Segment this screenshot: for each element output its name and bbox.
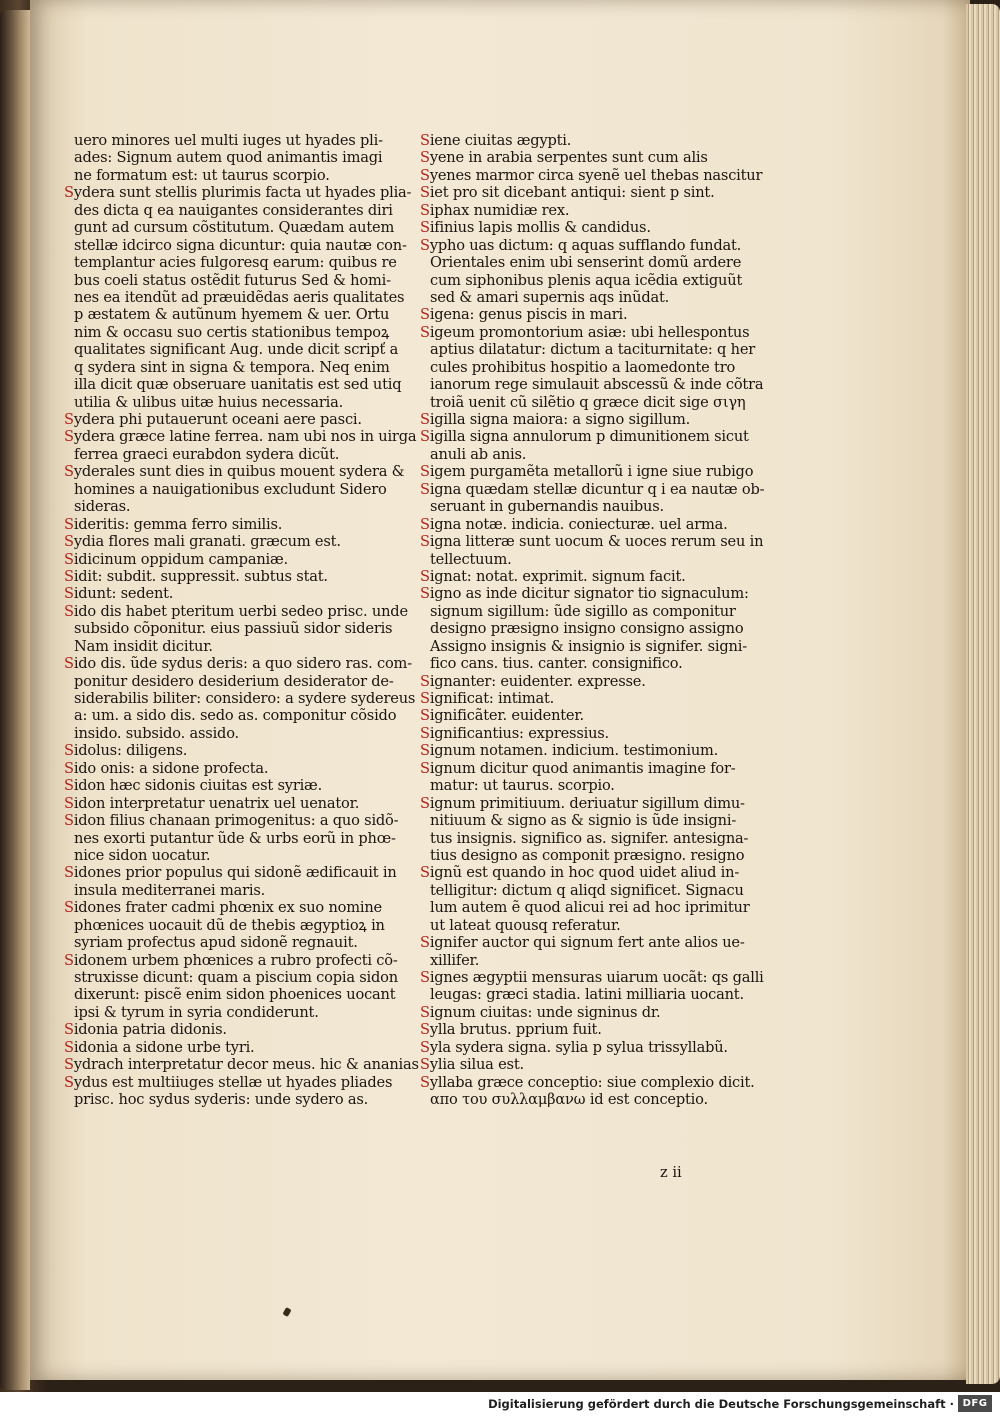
rubricated-initial: S xyxy=(420,567,430,585)
rubricated-initial: S xyxy=(64,899,74,917)
text-line xyxy=(64,498,394,515)
line-text: ido dis. ũde sydus deris: a quo sidero ras. com- xyxy=(73,655,412,673)
text-line xyxy=(64,254,397,272)
rubricated-initial: S xyxy=(420,1073,430,1091)
text-line xyxy=(420,725,750,742)
line-text: tellectuum. xyxy=(430,550,512,568)
text-line xyxy=(420,707,750,724)
line-text: ido dis habet pteritum uerbi sedeo prisc. unde xyxy=(73,602,408,620)
rubricated-initial: S xyxy=(64,655,74,673)
text-line xyxy=(420,498,750,515)
text-line xyxy=(420,568,750,585)
text-line xyxy=(420,184,750,201)
rubricated-initial: S xyxy=(64,585,74,603)
rubricated-initial: S xyxy=(64,742,74,760)
line-text: bus coeli status ostẽdit futurus Sed & homi- xyxy=(74,271,391,289)
line-text: struxisse dicunt: quam a piscium copia sidon xyxy=(74,969,398,986)
line-text: siderabilis biliter: considero: a sydere sydereus xyxy=(74,690,416,707)
line-text: απο του συλλαμβανω id est conceptio. xyxy=(430,1091,708,1109)
line-text: syriam profectus apud sidonẽ regnauit. xyxy=(74,934,358,952)
text-line xyxy=(420,1004,750,1021)
line-text: gunt ad cursum cõstitutum. Quædam autem xyxy=(74,219,395,237)
rubricated-initial: S xyxy=(420,585,430,603)
line-text: igena: genus piscis in mari. xyxy=(429,306,628,324)
line-text: ignificãter. euidenter. xyxy=(429,707,584,725)
text-line xyxy=(420,411,750,428)
text-line xyxy=(64,986,394,1003)
rubricated-initial: S xyxy=(420,463,430,481)
line-text: Nam insidit dicitur. xyxy=(74,637,213,655)
text-line xyxy=(64,446,394,463)
rubricated-initial: S xyxy=(420,864,430,882)
text-line xyxy=(420,655,750,672)
rubricated-initial: S xyxy=(420,1021,430,1039)
line-text: ydera phi putauerunt oceani aere pasci. xyxy=(73,411,362,428)
line-text: q sydera sint in signa & tempora. Neq enim xyxy=(74,358,390,376)
text-line xyxy=(64,620,394,637)
text-line xyxy=(64,742,394,759)
dfg-logo: DFG xyxy=(958,1395,992,1412)
line-text: ydia flores mali granati. græcum est. xyxy=(73,533,341,551)
rubricated-initial: S xyxy=(420,1038,430,1056)
text-line xyxy=(420,463,754,481)
line-text: matur: ut taurus. scorpio. xyxy=(430,777,615,795)
line-text: ponitur desidero desiderium desiderator de- xyxy=(74,672,394,690)
line-text: idon filius chanaan primogenitus: a quo sidõ- xyxy=(73,812,399,830)
rubricated-initial: S xyxy=(64,864,74,882)
line-text: iene ciuitas ægypti. xyxy=(429,132,572,149)
line-text: cum siphonibus plenis aqua icẽdia extiguũt xyxy=(430,271,743,289)
line-text: nice sidon uocatur. xyxy=(74,846,211,864)
rubricated-initial: S xyxy=(420,411,430,428)
line-text: yderales sunt dies in quibus mouent sydera & xyxy=(73,463,405,481)
line-text: dixerunt: piscẽ enim sidon phoenices uocant xyxy=(74,986,396,1004)
line-text: ylia silua est. xyxy=(429,1056,524,1074)
book-edge xyxy=(0,10,30,1390)
text-line xyxy=(420,359,750,376)
line-text: ne formatum est: ut taurus scorpio. xyxy=(74,166,330,184)
line-text: ydera græce latine ferrea. nam ubi nos in uirga xyxy=(73,428,417,446)
line-text: igilla signa maiora: a signo sigillum. xyxy=(429,411,691,428)
line-text: ignanter: euidenter. expresse. xyxy=(429,672,646,690)
line-text: idon interpretatur uenatrix uel uenator. xyxy=(73,794,360,812)
text-line xyxy=(420,1091,750,1108)
text-line xyxy=(420,917,750,934)
text-line xyxy=(64,760,394,777)
line-text: igna litteræ sunt uocum & uoces rerum seu in xyxy=(429,533,764,551)
text-line xyxy=(420,306,750,323)
text-line xyxy=(420,864,750,881)
text-line xyxy=(420,219,750,236)
line-text: sideras. xyxy=(74,498,131,516)
line-text: yenes marmor circa syenẽ uel thebas nascitur xyxy=(429,166,763,184)
text-line xyxy=(64,1091,394,1108)
rubricated-initial: S xyxy=(420,690,430,707)
rubricated-initial: S xyxy=(420,742,430,760)
line-text: idonia patria didonis. xyxy=(73,1021,227,1039)
rubricated-initial: S xyxy=(64,951,74,969)
line-text: templantur acies fulgoresq earum: quibus re xyxy=(74,254,397,272)
line-text: tus insignis. significo as. signifer. antesigna- xyxy=(430,829,749,847)
line-text: idit: subdit. suppressit. subtus stat. xyxy=(73,567,328,585)
text-line xyxy=(420,480,765,498)
line-text: ydus est multiiuges stellæ ut hyades pliades xyxy=(73,1073,393,1091)
line-text: ypho uas dictum: q aquas sufflando fundat. xyxy=(429,236,742,254)
text-line xyxy=(420,795,750,812)
rubricated-initial: S xyxy=(420,515,430,533)
text-line xyxy=(64,830,394,847)
rubricated-initial: S xyxy=(64,515,74,533)
text-line xyxy=(420,1021,750,1038)
text-line xyxy=(420,272,750,289)
text-line xyxy=(64,167,394,184)
text-line xyxy=(64,1039,394,1056)
line-text: ipsi & tyrum in syria condiderunt. xyxy=(74,1003,319,1021)
line-text: seruant in gubernandis nauibus. xyxy=(430,498,664,516)
line-text: nes exorti putantur ũde & urbs eorũ in phœ- xyxy=(74,829,396,847)
rubricated-initial: S xyxy=(64,1073,74,1091)
line-text: ignum primitiuum. deriuatur sigillum dimu- xyxy=(429,794,745,812)
text-line xyxy=(420,847,750,864)
text-line xyxy=(64,934,394,951)
line-text: nim & occasu suo certis stationibus tempoꝝ xyxy=(74,323,390,341)
line-text: ianorum rege simulauit abscessũ & inde cõtra xyxy=(430,376,764,394)
text-line xyxy=(64,341,399,359)
line-text: des dicta q ea nauigantes considerantes diri xyxy=(74,201,393,219)
rubricated-initial: S xyxy=(420,533,430,551)
line-text: utilia & ulibus uitæ huius necessaria. xyxy=(74,393,344,411)
line-text: ignifer auctor qui signum fert ante alios ue- xyxy=(429,934,745,952)
line-text: ideritis: gemma ferro similis. xyxy=(73,515,283,533)
text-line xyxy=(64,376,402,394)
rubricated-initial: S xyxy=(64,759,74,777)
rubricated-initial: S xyxy=(420,707,430,725)
rubricated-initial: S xyxy=(64,463,74,481)
line-text: insula mediterranei maris. xyxy=(74,881,266,899)
left-text-column xyxy=(64,132,419,1109)
text-line xyxy=(64,568,394,585)
line-text: fico cans. tius. canter. consignifico. xyxy=(430,655,683,673)
text-line xyxy=(64,777,394,794)
right-text-column xyxy=(420,132,765,1109)
rubricated-initial: S xyxy=(64,550,74,568)
text-line xyxy=(420,638,750,655)
line-text: ydera sunt stellis plurimis facta ut hyades plia- xyxy=(73,184,412,202)
text-line xyxy=(420,394,750,411)
line-text: ido onis: a sidone profecta. xyxy=(73,759,269,777)
line-text: igilla signa annulorum p dimunitionem sicut xyxy=(429,428,749,446)
line-text: ferrea graeci eurabdon sydera dicũt. xyxy=(74,445,340,463)
line-text: prisc. hoc sydus syderis: unde sydero as. xyxy=(74,1091,369,1109)
line-text: Assigno insignis & insignio is signifer. signi- xyxy=(430,637,747,655)
footer-credit: Digitalisierung gefördert durch die Deutsche Forschungsgemeinschaft · xyxy=(488,1397,954,1411)
line-text: leugas: græci stadia. latini milliaria uocant. xyxy=(430,986,744,1004)
text-line xyxy=(420,376,764,394)
line-text: qualitates significant Aug. unde dicit scripť a xyxy=(74,341,399,359)
line-text: illa dicit quæ obseruare uanitatis est sed utiq xyxy=(74,376,402,394)
text-line xyxy=(420,882,750,899)
rubricated-initial: S xyxy=(64,602,74,620)
signature-mark: z ii xyxy=(660,1164,682,1181)
line-text: a: um. a sido dis. sedo as. componitur cõsido xyxy=(74,707,397,725)
text-line xyxy=(64,394,394,411)
text-line xyxy=(64,602,408,620)
line-text: idones prior populus qui sidonẽ ædificauit in xyxy=(73,864,397,882)
rubricated-initial: S xyxy=(420,428,430,446)
line-text: ydrach interpretatur decor meus. hic & ananias xyxy=(73,1056,419,1074)
text-line xyxy=(64,585,394,602)
text-line xyxy=(64,132,394,149)
line-text: subsido cõponitur. eius passiuũ sidor sideris xyxy=(74,620,393,638)
line-text: telligitur: dictum q aliqd significet. Signacu xyxy=(430,881,744,899)
text-line xyxy=(64,236,407,254)
text-line xyxy=(420,516,750,533)
text-line xyxy=(64,969,398,986)
text-line xyxy=(64,324,394,341)
text-line xyxy=(64,428,417,446)
text-line xyxy=(64,516,394,533)
rubricated-initial: S xyxy=(420,201,430,219)
line-text: ut lateat quousq referatur. xyxy=(430,916,621,934)
text-line xyxy=(64,184,412,202)
line-text: ignificat: intimat. xyxy=(429,690,555,707)
line-text: insido. subsido. assido. xyxy=(74,724,239,742)
line-text: yllaba græce conceptio: siue complexio dicit. xyxy=(429,1073,755,1091)
rubricated-initial: S xyxy=(420,306,430,324)
text-line xyxy=(64,707,397,725)
text-line xyxy=(64,359,394,376)
text-line xyxy=(420,324,750,341)
text-line xyxy=(64,272,394,289)
text-line xyxy=(64,149,394,166)
text-line xyxy=(64,690,416,707)
line-text: ignificantius: expressius. xyxy=(429,724,610,742)
text-line xyxy=(420,812,750,829)
text-line xyxy=(64,1004,394,1021)
line-text: sed & amari supernis aqs inũdat. xyxy=(430,288,670,306)
rubricated-initial: S xyxy=(64,794,74,812)
line-text: ignum dicitur quod animantis imagine for- xyxy=(429,759,736,777)
text-line xyxy=(64,551,394,568)
text-line xyxy=(64,463,405,481)
line-text: ignum ciuitas: unde signinus dr. xyxy=(429,1003,661,1021)
rubricated-initial: S xyxy=(64,1038,74,1056)
line-text: signum sigillum: ũde sigillo as componitur xyxy=(430,602,736,620)
text-line xyxy=(64,1056,419,1074)
rubricated-initial: S xyxy=(420,236,430,254)
text-line xyxy=(420,289,750,306)
text-line xyxy=(420,202,750,219)
text-line xyxy=(64,1074,394,1091)
text-line xyxy=(420,585,750,602)
text-line xyxy=(420,551,750,568)
rubricated-initial: S xyxy=(420,184,430,202)
rubricated-initial: S xyxy=(64,812,74,830)
rubricated-initial: S xyxy=(64,184,74,202)
line-text: homines a nauigationibus excludunt Sidero xyxy=(74,480,387,498)
text-line xyxy=(420,428,750,445)
text-line xyxy=(420,603,750,620)
text-line xyxy=(420,673,750,690)
rubricated-initial: S xyxy=(64,1021,74,1039)
line-text: igeum promontorium asiæ: ubi hellespontus xyxy=(429,323,750,341)
line-text: idones frater cadmi phœnix ex suo nomine xyxy=(73,899,382,917)
rubricated-initial: S xyxy=(64,567,74,585)
line-text: aptius dilatatur: dictum a taciturnitate: q her xyxy=(430,341,756,359)
line-text: anuli ab anis. xyxy=(430,445,527,463)
line-text: cules prohibitus hospitio a laomedonte tro xyxy=(430,358,736,376)
text-line xyxy=(420,166,763,184)
text-line xyxy=(64,638,394,655)
line-text: troiã uenit cũ silẽtio q græce dicit sige σιγη xyxy=(430,393,746,411)
text-line xyxy=(420,1056,750,1073)
text-line xyxy=(64,306,394,323)
text-line xyxy=(420,830,750,847)
line-text: ignes ægyptii mensuras uiarum uocãt: qs galli xyxy=(429,969,764,986)
text-line xyxy=(420,742,750,759)
text-line xyxy=(64,725,394,742)
line-text: stellæ idcirco signa dicuntur: quia nautæ con- xyxy=(74,236,407,254)
line-text: uero minores uel multi iuges ut hyades pli- xyxy=(74,132,383,149)
line-text: idunt: sedent. xyxy=(73,585,174,603)
text-line xyxy=(420,1073,755,1091)
text-line xyxy=(64,673,394,690)
rubricated-initial: S xyxy=(420,149,430,167)
line-text: igno as inde dicitur signator tio signaculum: xyxy=(429,585,749,603)
page-stack-edge xyxy=(966,4,1000,1384)
text-line xyxy=(420,341,756,359)
line-text: ades: Signum autem quod animantis imagi xyxy=(74,149,383,167)
line-text: ignũ est quando in hoc quod uidet aliud in- xyxy=(429,864,740,882)
text-line xyxy=(420,446,750,463)
rubricated-initial: S xyxy=(64,777,74,795)
text-line xyxy=(64,533,394,550)
text-line xyxy=(64,951,398,969)
text-line xyxy=(420,620,750,637)
text-line xyxy=(420,934,750,951)
text-line xyxy=(64,812,399,830)
rubricated-initial: S xyxy=(64,411,74,428)
line-text: ignat: notat. exprimit. signum facit. xyxy=(429,567,686,585)
text-line xyxy=(64,288,405,306)
line-text: lum autem ẽ quod alicui rei ad hoc iprimitur xyxy=(430,899,750,917)
text-line xyxy=(420,690,750,707)
rubricated-initial: S xyxy=(420,219,430,237)
rubricated-initial: S xyxy=(64,533,74,551)
line-text: yene in arabia serpentes sunt cum alis xyxy=(429,149,708,167)
rubricated-initial: S xyxy=(420,323,430,341)
rubricated-initial: S xyxy=(420,934,430,952)
text-line xyxy=(64,481,394,498)
rubricated-initial: S xyxy=(64,1056,74,1074)
text-line xyxy=(420,132,750,149)
line-text: igna quædam stellæ dicuntur q i ea nautæ ob- xyxy=(429,480,765,498)
line-text: tius designo as componit præsigno. resigno xyxy=(430,846,745,864)
line-text: yla sydera signa. sylia p sylua trissyllabũ. xyxy=(429,1038,728,1056)
line-text: iet pro sit dicebant antiqui: sient p sint. xyxy=(429,184,715,202)
text-line xyxy=(420,760,750,777)
rubricated-initial: S xyxy=(420,794,430,812)
line-text: idonem urbem phœnices a rubro profecti cõ- xyxy=(73,951,398,969)
text-line xyxy=(420,1039,750,1056)
rubricated-initial: S xyxy=(420,759,430,777)
rubricated-initial: S xyxy=(420,480,430,498)
line-text: nes ea itendũt ad præuidẽdas aeris qualitates xyxy=(74,288,405,306)
text-line xyxy=(420,969,764,986)
line-text: idon hæc sidonis ciuitas est syriæ. xyxy=(73,777,323,795)
text-line xyxy=(420,254,750,271)
line-text: phœnices uocauit dũ de thebis ægyptioꝝ in xyxy=(74,916,385,934)
text-line xyxy=(64,847,394,864)
text-line xyxy=(64,655,412,673)
text-line xyxy=(420,986,750,1003)
rubricated-initial: S xyxy=(420,672,430,690)
line-text: igna notæ. indicia. coniecturæ. uel arma. xyxy=(429,515,728,533)
line-text: ignum notamen. indicium. testimonium. xyxy=(429,742,719,760)
rubricated-initial: S xyxy=(64,428,74,446)
text-line xyxy=(64,899,394,916)
text-line xyxy=(64,202,394,219)
text-line xyxy=(420,777,750,794)
text-line xyxy=(64,917,394,934)
line-text: Orientales enim ubi senserint domũ ardere xyxy=(430,254,742,272)
rubricated-initial: S xyxy=(420,166,430,184)
line-text: designo præsigno insigno consigno assigno xyxy=(430,620,744,638)
line-text: iphax numidiæ rex. xyxy=(429,201,570,219)
line-text: ylla brutus. pprium fuit. xyxy=(429,1021,602,1039)
line-text: igem purgamẽta metallorũ i igne siue rubigo xyxy=(429,463,754,481)
text-line xyxy=(420,149,750,166)
line-text: ifinius lapis mollis & candidus. xyxy=(429,219,651,237)
text-line xyxy=(420,533,764,551)
text-line xyxy=(64,411,394,428)
line-text: idicinum oppidum campaniæ. xyxy=(73,550,288,568)
rubricated-initial: S xyxy=(420,724,430,742)
rubricated-initial: S xyxy=(420,969,430,986)
text-line xyxy=(64,219,394,236)
line-text: idolus: diligens. xyxy=(73,742,188,760)
line-text: xillifer. xyxy=(430,951,480,969)
text-line xyxy=(64,882,394,899)
text-line xyxy=(64,795,394,812)
line-text: p æstatem & autũnum hyemem & uer. Ortu xyxy=(74,306,390,324)
text-line xyxy=(64,1021,394,1038)
text-line xyxy=(64,864,397,882)
rubricated-initial: S xyxy=(420,132,430,149)
rubricated-initial: S xyxy=(420,1003,430,1021)
line-text: idonia a sidone urbe tyri. xyxy=(73,1038,255,1056)
text-line xyxy=(420,899,750,916)
line-text: nitiuum & signo as & signio is ũde insigni- xyxy=(430,812,737,830)
rubricated-initial: S xyxy=(420,1056,430,1074)
text-line xyxy=(420,952,750,969)
text-line xyxy=(420,237,750,254)
